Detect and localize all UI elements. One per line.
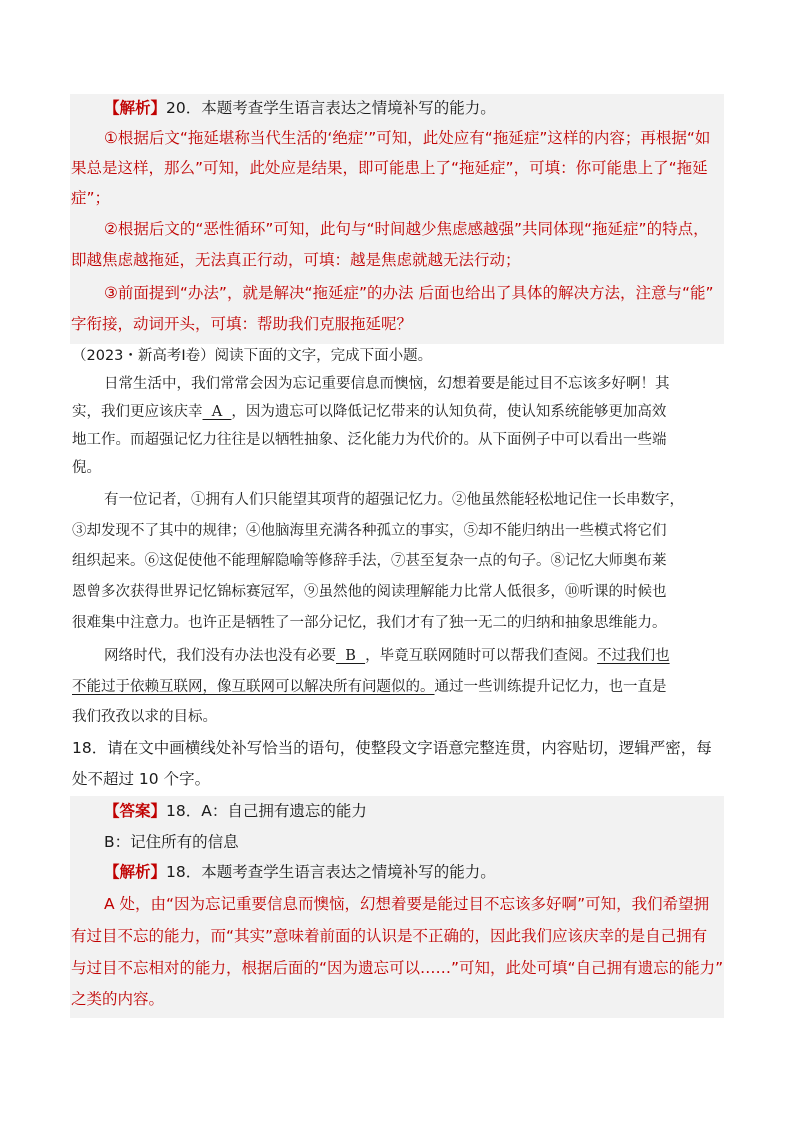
passage-text: ，因为遗忘可以降低记忆带来的认知负荷，使认知系统能够更加高效 xyxy=(231,404,667,420)
passage-p2-l1: 有一位记者，①拥有人们只能望其项背的超强记忆力。②他虽然能轻松地记住一长串数字， xyxy=(104,492,684,508)
analysis-18-head-text: 18．本题考查学生语言表达之情境补写的能力。 xyxy=(166,863,496,881)
passage-p2-l3: 组织起来。⑥这促使他不能理解隐喻等修辞手法，⑦甚至复杂一点的句子。⑧记忆大师奥布莱 xyxy=(72,553,667,569)
blank-a: A xyxy=(202,404,232,420)
passage-text: 网络时代，我们没有办法也没有必要 xyxy=(104,648,336,664)
passage-p3-l1 xyxy=(104,646,670,666)
passage-p2-l4: 恩曾多次获得世界记忆锦标赛冠军，⑨虽然他的阅读理解能力比常人低很多，⑩听课的时候也 xyxy=(72,584,667,600)
passage-p2-l5: 很难集中注意力。也许正是牺牲了一部分记忆，我们才有了独一无二的归纳和抽象思维能力。 xyxy=(72,615,667,631)
answer-a: 18．A：自己拥有遗忘的能力 xyxy=(166,802,367,820)
passage-text: 实，我们更应该庆幸 xyxy=(72,404,203,420)
analysis-18-l3: 与过目不忘相对的能力，根据后面的“因为遗忘可以……”可知，此处可填“自己拥有遗忘的能力” xyxy=(71,959,724,977)
analysis-20-p2-l1: ②根据后文的“恶性循环”可知，此句与“时间越少焦虑感越强”共同体现“拖延症”的特点， xyxy=(104,220,709,238)
analysis-18-heading xyxy=(104,862,496,882)
passage-p1-l1: 日常生活中，我们常常会因为忘记重要信息而懊恼，幻想着要是能过目不忘该多好啊！其 xyxy=(104,376,670,392)
passage-p2-l2: ③却发现不了其中的规律；④他脑海里充满各种孤立的事实，⑤却不能归纳出一些模式将它们 xyxy=(72,523,667,539)
source-line: （2023・新高考Ⅰ卷）阅读下面的文字，完成下面小题。 xyxy=(72,348,433,364)
underlined-sentence: 不过我们也 xyxy=(597,648,670,664)
underlined-sentence: 不能过于依赖互联网，像互联网可以解决所有问题似的。 xyxy=(72,679,435,695)
analysis-20-p1-l3: 症”； xyxy=(71,189,111,207)
blank-b: B xyxy=(336,648,366,664)
passage-p1-l4: 倪。 xyxy=(72,460,101,476)
analysis-20-p3-l2: 字衔接，动词开头，可填：帮助我们克服拖延呢？ xyxy=(71,315,413,333)
passage-text: ，毕竟互联网随时可以帮我们查阅。 xyxy=(365,648,598,664)
analysis-18-l4: 之类的内容。 xyxy=(71,990,165,1008)
analysis-20-p3-l1: ③前面提到“办法”，就是解决“拖延症”的办法 后面也给出了具体的解决方法，注意与“能” xyxy=(104,284,714,302)
analysis-20-head-text: 20．本题考查学生语言表达之情境补写的能力。 xyxy=(166,99,496,117)
answer-18-line xyxy=(104,801,367,821)
passage-p1-l2 xyxy=(72,402,666,422)
analysis-20-heading xyxy=(104,98,496,118)
analysis-20-p1-l1: ①根据后文“拖延堪称当代生活的‘绝症’”可知，此处应有“拖延症”这样的内容；再根据“如 xyxy=(104,129,711,147)
analysis-20-p1-l2: 果总是这样，那么”可知，此处应是结果，即可能患上了“拖延症”，可填：你可能患上了“拖延 xyxy=(71,159,708,177)
analysis-tag: 【解析】 xyxy=(104,863,167,881)
analysis-18-l2: 有过目不忘的能力，而“其实”意味着前面的认识是不正确的，因此我们应该庆幸的是自己拥有 xyxy=(71,927,708,945)
question-18-l2: 处不超过 10 个字。 xyxy=(72,770,211,788)
analysis-20-p2-l2: 即越焦虑越拖延，无法真正行动，可填：越是焦虑就越无法行动； xyxy=(71,251,521,269)
passage-p1-l3: 地工作。而超强记忆力往往是以牺牲抽象、泛化能力为代价的。从下面例子中可以看出一些端 xyxy=(72,432,667,448)
passage-p3-l2 xyxy=(72,677,667,697)
passage-p3-l3: 我们孜孜以求的目标。 xyxy=(72,709,217,725)
analysis-18-l1: A 处，由“因为忘记重要信息而懊恼，幻想着要是能过目不忘该多好啊”可知，我们希望拥 xyxy=(104,895,710,913)
question-18-l1: 18．请在文中画横线处补写恰当的语句，使整段文字语意完整连贯，内容贴切，逻辑严密，每 xyxy=(72,739,712,757)
answer-b: B：记住所有的信息 xyxy=(104,833,239,851)
passage-text: 通过一些训练提升记忆力，也一直是 xyxy=(434,679,667,695)
analysis-tag: 【解析】 xyxy=(104,99,167,117)
answer-tag: 【答案】 xyxy=(104,802,167,820)
